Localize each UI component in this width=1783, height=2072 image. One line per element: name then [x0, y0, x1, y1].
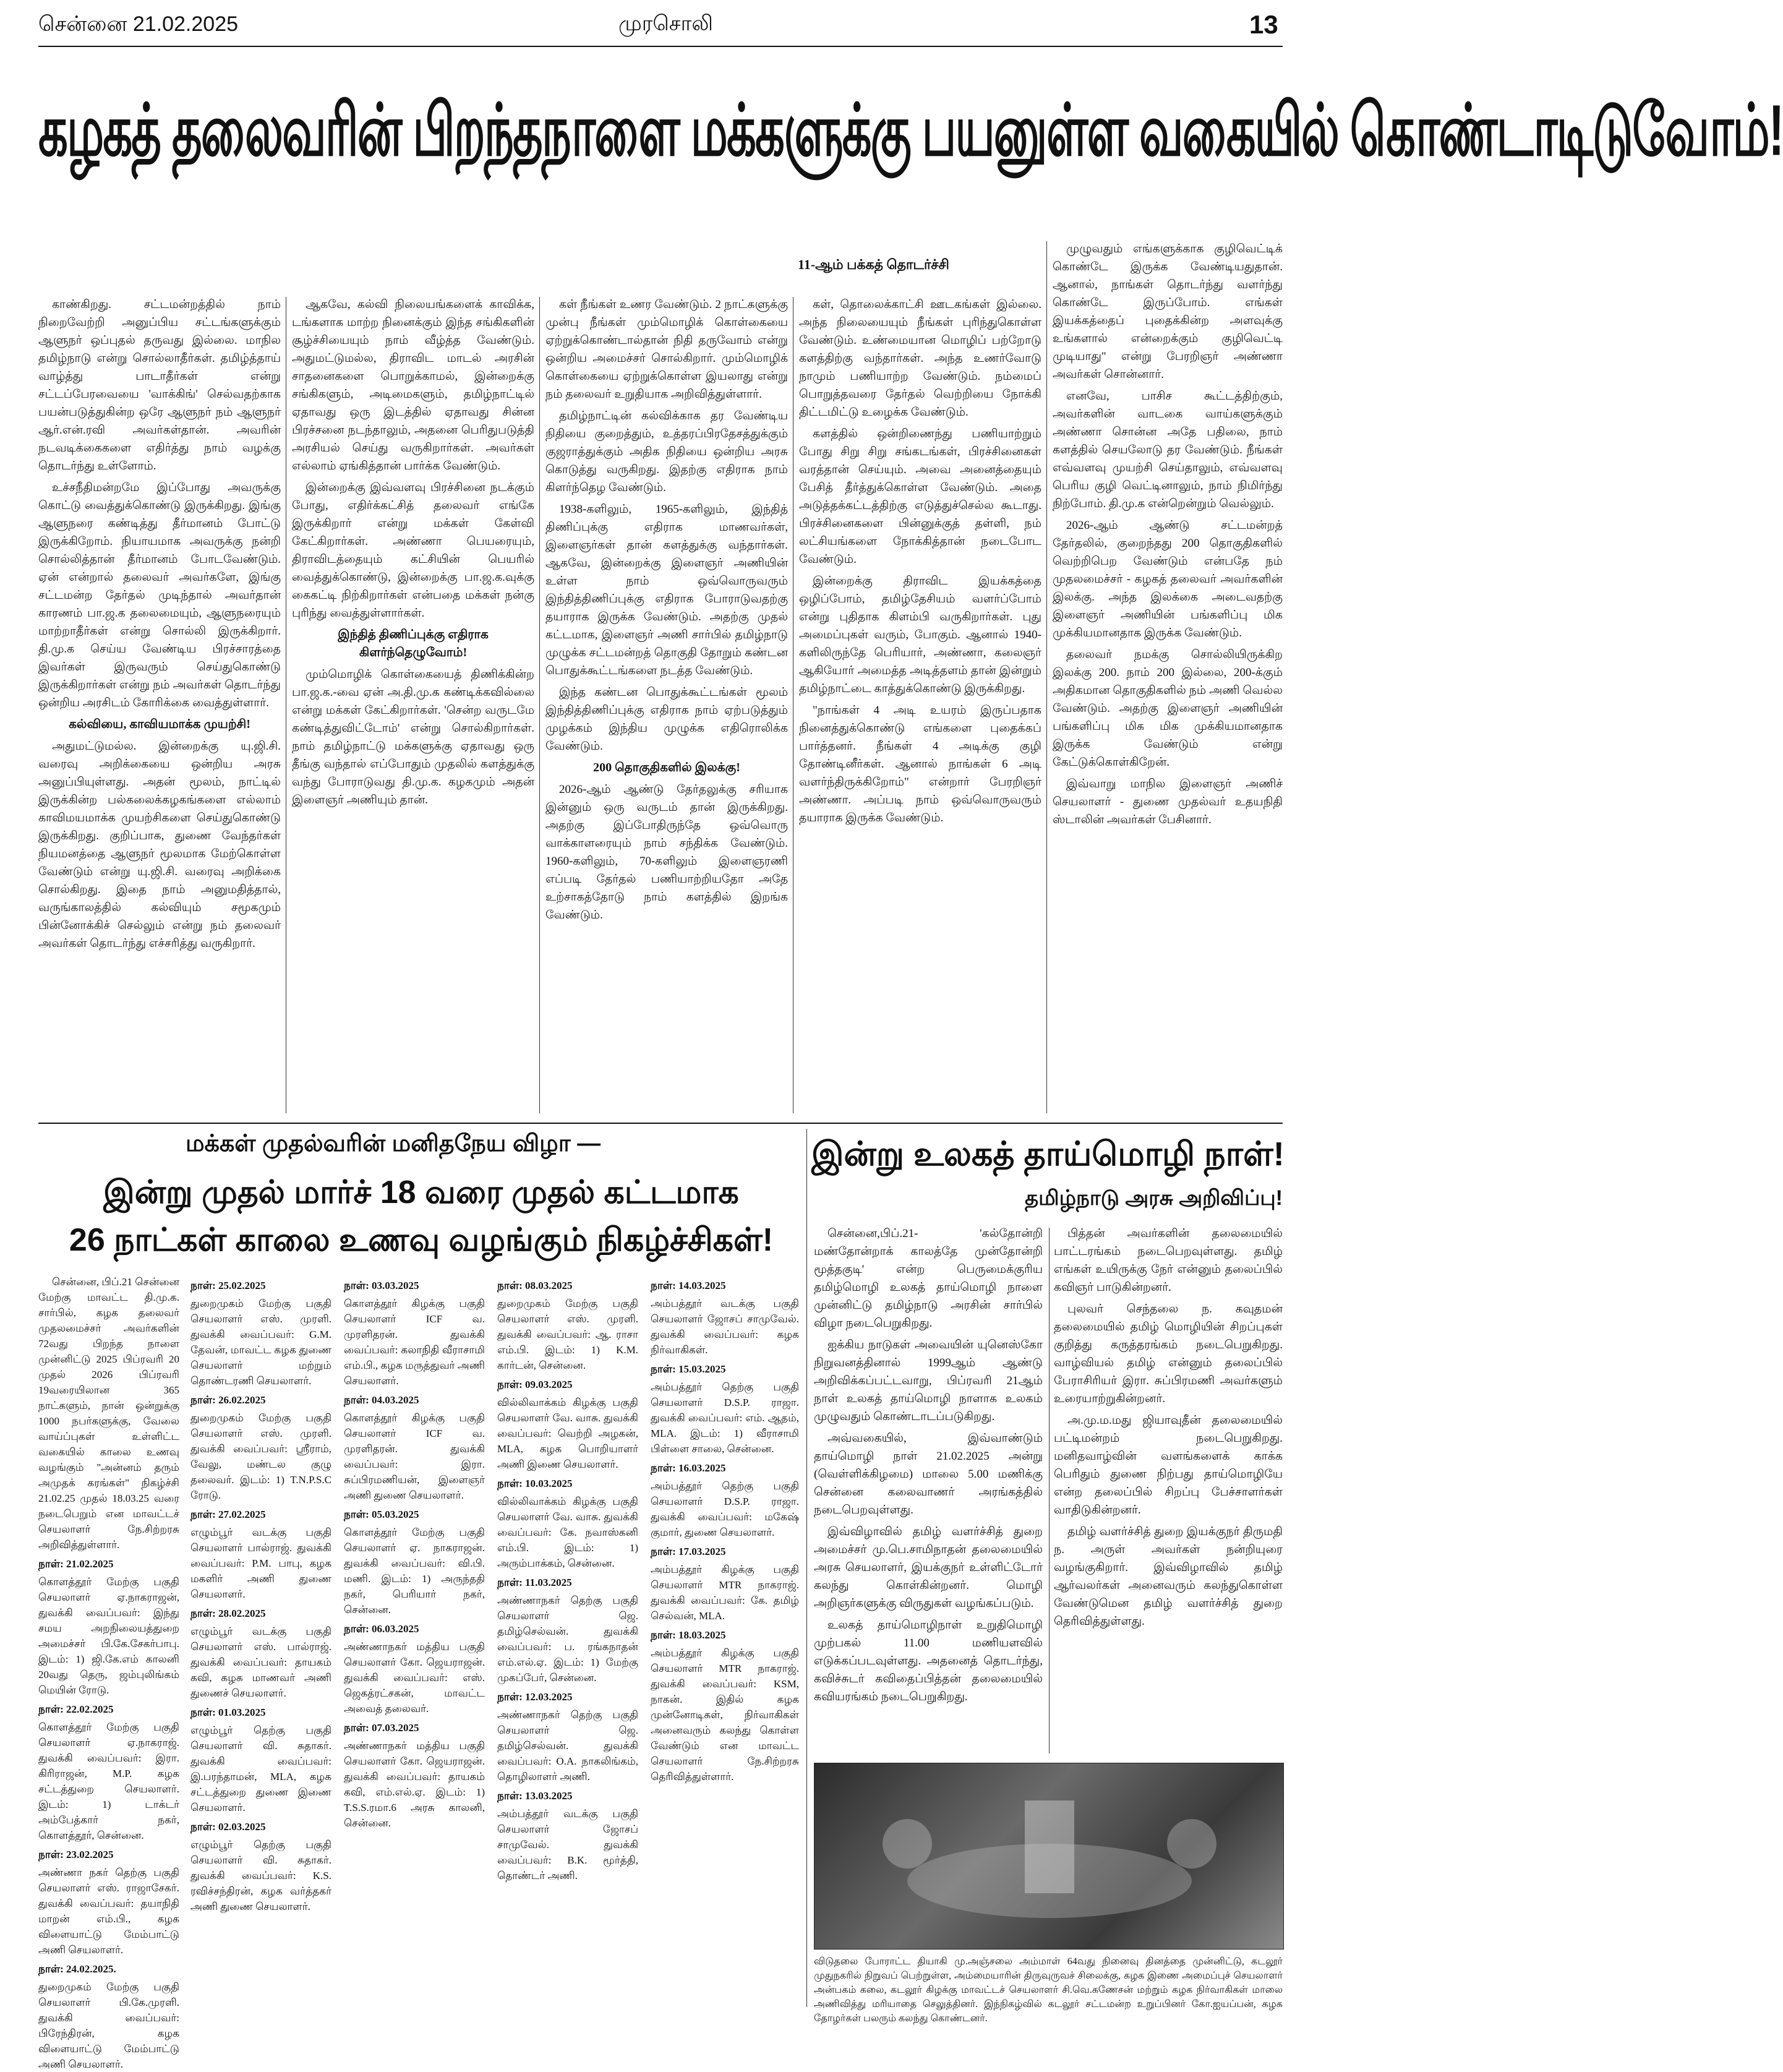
masthead-rule: [38, 46, 1283, 47]
meals-column-4: நாள்: 08.03.2025 துறைமுகம் மேற்கு பகுதி செயலாளர் எஸ். முரளி. துவக்கி வைப்பவர்: ஆ. ராசா எம்.பி. இடம்: 1) K.M. கார்டன், சென்னை. நாள்: 09.03.2025 வில்லிவாக்கம் கிழக்கு பகுதி செயலாளர் வே. வாசு. துவக்கி வைப்பவர்: வெற்றி அழகன், MLA, கழக பொறியாளர் அணி இணை செயலாளர். நாள்: 10.03.2025 வில்லிவாக்கம் கிழக்கு பகுதி செயலாளர் வே. வாசு. துவக்கி வைப்பவர்: கே. நவாஸ்கனி எம்.பி. இடம்: 1) அரும்பாக்கம், சென்னை. நாள்: 11.03.2025 அண்ணாநகர் தெற்கு பகுதி செயலாளர் ஜெ. தமிழ்செல்வன். துவக்கி வைப்பவர்: ப. ரங்கநாதன் எம்.எல்.ஏ. இடம்: 1) மேற்கு முகப்பேர், சென்னை. நாள்: 12.03.2025 அண்ணாநகர் தெற்கு பகுதி செயலாளர் ஜெ. தமிழ்செல்வன். துவக்கி வைப்பவர்: O.A. நாகலிங்கம், தொழிலாளர் அணி. நாள்: 13.03.2025 அம்பத்தூர் வடக்கு பகுதி செயலாளர் ஜோசப் சாமுவேல். துவக்கி வைப்பவர்: B.K. மூர்த்தி, தொண்டர் அணி.: [497, 1280, 638, 1881]
continued-note: 11-ஆம் பக்கத் தொடர்ச்சி: [798, 257, 949, 272]
column-divider: [1049, 1228, 1050, 1753]
main-column-3: கள் நீங்கள் உணர வேண்டும். 2 நாட்களுக்கு முன்பு நீங்கள் மும்மொழிக் கொள்கையை ஏற்றுக்கொண்டால்தான் நிதி தருவோம் என்று ஒன்றிய அமைச்சர் சொல்கிறார். மும்மொழிக் கொள்கையை ஏற்றுக்கொள்ள இயலாது என்று நம் தலைவர் உறுதியாக அறிவித்துள்ளார். தமிழ்நாட்டின் கல்விக்காக தர வேண்டிய நிதியை குறைத்தும், உத்தரப்பிரதேசத்துக்கும் குஜராத்துக்கும் அதிக நிதியை ஒன்றிய அரசு கொடுத்து வருகிறது. இதற்கு எதிராக நாம் கிளர்ந்தெழ வேண்டும். 1938-களிலும், 1965-களிலும், இந்தித் திணிப்புக்கு எதிராக மாணவர்கள், இளைஞர்கள் தான் களத்துக்கு வந்தார்கள். ஆகவே, இன்றைக்கு இளைஞர் அணியின் உள்ள நாம் ஒவ்வொருவரும் இந்தித்திணிப்புக்கு எதிராக போராடுவதற்கு தயாராக இருக்க வேண்டும். அதற்கு முதல் கட்டமாக, இளைஞர் அணி சார்பில் தமிழ்நாடு முழுக்க சட்டமன்றத் தொகுதி தோறும் கண்டன பொதுக்கூட்டங்களை நடத்த வேண்டும். இந்த கண்டன பொதுக்கூட்டங்கள் மூலம் இந்தித்திணிப்புக்கு எதிராக நாம் ஏற்படுத்தும் முழக்கம் இந்திய முழுக்க எதிரொலிக்க வேண்டும். 200 தொகுதிகளில் இலக்கு! 2026-ஆம் ஆண்டு தேர்தலுக்கு சரியாக இன்னும் ஒரு வருடம் தான் இருக்கிறது. அதற்கு இப்போதிருந்தே ஒவ்வொரு வாக்காளரையும் நாம் சந்திக்க வேண்டும். 1960-களிலும், 70-களிலும் இளைஞரணி எப்படி தேர்தல் பணியாற்றியதோ அதே உற்சாகத்தோடு நாம் களத்தில் இறங்க வேண்டும்.: [545, 298, 788, 922]
column-divider: [539, 297, 540, 1113]
meals-column-1: சென்னை, பிப்.21 சென்னை மேற்கு மாவட்ட தி.மு.க. சார்பில், கழக தலைவர் முதலமைச்சர் அவர்களின் 72வது பிறந்த நாளை முன்னிட்டு 2025 பிப்ரவரி 20 முதல் 2026 பிப்ரவரி 19வரையிலான 365 நாட்களும், நான் ஒன்றுக்கு 1000 நபர்களுக்கு, வேலை வாய்ப்புகள் உள்ளிட்ட வகையில் காலை உணவு வழங்கும் "அன்னம் தரும் அமுதக் கரங்கள்" நிகழ்ச்சி 21.02.25 முதல் 18.03.25 வரை நடைபெறும் என மாவட்டச் செயலாளர் நே.சிற்றரசு அறிவித்துள்ளார். நாள்: 21.02.2025 கொளத்தூர் மேற்கு பகுதி செயலாளர் ஏ.நாகராஜன், துவக்கி வைப்பவர்: இந்து சமய அறநிலையத்துறை அமைச்சர் பி.கே.சேகர்பாபு. இடம்: 1) ஜி.கே.எம் காலனி 20வது தெரு, ஜம்புலிங்கம் மெயின் ரோடு. நாள்: 22.02.2025 கொளத்தூர் மேற்கு பகுதி செயலாளர் ஏ.நாகராஜ். துவக்கி வைப்பவர்: இரா. கிரிராஜன், M.P. கழக சட்டத்துறை செயலாளர். இடம்: 1) டாக்டர் அம்பேத்கார் நகர், கொளத்தூர், சென்னை. நாள்: 23.02.2025 அண்ணா நகர் தெற்கு பகுதி செயலாளர் எஸ். ராஜாசேகர். துவக்கி வைப்பவர்: தயாநிதி மாறன் எம்.பி., கழக விளையாட்டு மேம்பாட்டு அணி செயலாளர். நாள்: 24.02.2025. துறைமுகம் மேற்கு பகுதி செயலாளர் பி.கே.முரளி. துவக்கி வைப்பவர்: பிரேந்திரன், கழக விளையாட்டு மேம்பாட்டு அணி செயலாளர்.: [38, 1276, 179, 2070]
language-day-column-2: பித்தன் அவர்களின் தலைமையில் பாட்டரங்கம் நடைபெறவுள்ளது. தமிழ் எங்கள் உயிருக்கு நேர் என்னும் தலைப்பில் கவிஞர் பாடுகின்றனர். புலவர் செந்தலை ந. கவுதமன் தலைமையில் தமிழ் மொழியின் சிறப்புகள் குறித்து கருத்தரங்கம் நடைபெறுகிறது. வாழ்வியல் தமிழ் என்னும் தலைப்பில் பேராசிரியர் இரா. சுப்பிரமணி அவர்களும் உரையாற்றுகின்றனர். அ.மு.ம.மது ஜியாவுதீன் தலைமையில் பட்டிமன்றம் நடைபெறுகிறது. மனிதவாழ்வின் வளங்களைக் காக்க பெரிதும் துணை நிற்பது தாய்மொழியே என்ற தலைப்பில் சிறப்பு பேச்சாளர்கள் வாதிடுகின்றனர். தமிழ் வளர்ச்சித் துறை இயக்குநர் திருமதி ந. அருள் அவர்கள் நன்றியுரை வழங்குகிறார். இவ்விழாவில் தமிழ் ஆர்வலர்கள் அனைவரும் கலந்துகொள்ள வேண்டுமென தமிழ் வளர்ச்சித் துறை தெரிவித்துள்ளது.: [1054, 1227, 1283, 1628]
column-divider: [1046, 241, 1047, 1113]
language-day-headline: இன்று உலகத் தாய்மொழி நாள்!: [811, 1136, 1285, 1173]
language-day-subhead: தமிழ்நாடு அரசு அறிவிப்பு!: [1025, 1186, 1283, 1210]
main-column-1: காண்கிறது. சட்டமன்றத்தில் நாம் நிறைவேற்றி அனுப்பிய சட்டங்களுக்கும் ஆளுநர் ஒப்புதல் தருவது இல்லை. மாநில தமிழ்நாடு என்று சொல்லாதீர்கள். தமிழ்த்தாய் வாழ்த்து பாடாதீர்கள் என்று சட்டப்பேரவையை 'வாக்கிங்' செல்வதற்காக பயன்படுத்துகின்ற ஒரே ஆளுநர் நம் ஆளுநர் ஆர்.என்.ரவி அவர்கள்தான். அவரின் நடவடிக்கைகளை எதிர்த்து நாம் வழக்கு தொடர்ந்து உள்ளோம். உச்சநீதிமன்றமே இப்போது அவருக்கு கொட்டு வைத்துக்கொண்டு இருக்கிறது. இங்கு ஆளுநரை கண்டித்து தீர்மானம் போட்டு இருக்கிறோம். நியாயமாக அவருக்கு நன்றி சொல்லித்தான் தீர்மானம் போடவேண்டும். ஏன் என்றால் தலைவர் அவர்களே, இங்கு சட்டமன்ற தேர்தல் முடிந்தால் அவர்தான் காரணம் பா.ஜ.க தலைமையும், ஆளுநரையும் மாற்றாதீர்கள் என்று சொல்லி இருக்கிறார். தி.மு.க செய்ய வேண்டிய பிரச்சாரத்தை இவர்கள் இருவரும் செய்துகொண்டு இருக்கிறார்கள் என்று நம் அவர்கள் தொடர்ந்து ஒன்றிய அரசிடம் கோரிக்கை வைத்துள்ளார். கல்வியை, காவியமாக்க முயற்சி! அதுமட்டுமல்ல. இன்றைக்கு யு.ஜி.சி. வரைவு அறிக்கையை ஒன்றிய அரசு அனுப்பியுள்ளது. அதன் மூலம், நாட்டில் இருக்கின்ற பல்கலைக்கழகங்களை எல்லாம் காவிமயமாக்க முயற்சிகளை செய்துகொண்டு இருக்கிறது. குறிப்பாக, துணை வேந்தர்கள் நியமனத்தை ஆளுநர் மூலமாக மேற்கொள்ள வேண்டும் என்று யு.ஜி.சி. வரைவு அறிக்கை சொல்கிறது. இதை நாம் அனுமதித்தால், வருங்காலத்தில் கல்வியும் சமூகமும் பின்னோக்கிச் செல்லும் என்று நம் தலைவர் அவர்கள் தொடர்ந்து எச்சரித்து வருகிறார்.: [38, 298, 281, 950]
masthead-date: சென்னை 21.02.2025: [38, 12, 239, 36]
main-headline: கழகத் தலைவரின் பிறந்தநாளை மக்களுக்கு பயனுள்ள வகையில் கொண்டாடிடுவோம்!: [38, 89, 1783, 171]
section-divider: [806, 1129, 807, 2007]
meals-column-5: நாள்: 14.03.2025 அம்பத்தூர் வடக்கு பகுதி செயலாளர் ஜோசப் சாமுவேல். துவக்கி வைப்பவர்: கழக நிர்வாகிகள். நாள்: 15.03.2025 அம்பத்தூர் தெற்கு பகுதி செயலாளர் D.S.P. ராஜா. துவக்கி வைப்பவர்: எம். ஆதம், MLA. இடம்: 1) வீராசாமி பிள்ளை சாலை, சென்னை. நாள்: 16.03.2025 அம்பத்தூர் தெற்கு பகுதி செயலாளர் D.S.P. ராஜா. துவக்கி வைப்பவர்: மகேஷ் குமார், துணை செயலாளர். நாள்: 17.03.2025 அம்பத்தூர் கிழக்கு பகுதி செயலாளர் MTR நாகராஜ். துவக்கி வைப்பவர்: கே. தமிழ் செல்வன், MLA. நாள்: 18.03.2025 அம்பத்தூர் கிழக்கு பகுதி செயலாளர் MTR நாகராஜ். துவக்கி வைப்பவர்: KSM, நாகன். இதில் கழக முன்னோடிகள், நிர்வாகிகள் அனைவரும் கலந்து கொள்ள வேண்டும் என மாவட்ட செயலாளர் நே.சிற்றரசு தெரிவித்துள்ளார்.: [651, 1280, 799, 1783]
photo-placeholder-icon: [815, 1763, 1283, 1949]
main-column-2: ஆகவே, கல்வி நிலையங்களைக் காவிக்க, டங்களாக மாற்ற நினைக்கும் இந்த சங்கிகளின் சூழ்ச்சியையும் நாம் வீழ்த்த வேண்டும். அதுமட்டுமல்ல, திராவிட மாடல் அரசின் சாதனைகளை பொறுக்காமல், இன்றைக்கு சங்கிகளும், அடிமைகளும், தமிழ்நாட்டில் ஏதாவது ஒரு இடத்தில் ஏதாவது சின்ன பிரச்சனை நடந்தாலும், அதனை பெரிதுபடுத்தி அரசியல் செய்து வருகிறார்கள். அவர்கள் எல்லாம் ஏங்கித்தான் பார்க்க வேண்டும். இன்றைக்கு இவ்வளவு பிரச்சினை நடக்கும் போது, எதிர்க்கட்சித் தலைவர் எங்கே இருக்கிறார் என்று மக்கள் கேள்வி கேட்கிறார்கள். அண்ணா பெயரையும், திராவிடத்தையும் கட்சியின் பெயரில் வைத்துக்கொண்டு, இன்றைக்கு பா.ஜ.க.வுக்கு கைகட்டி நிற்கிறார்கள் என்பதை மக்கள் நன்கு புரிந்து வைத்துள்ளார்கள். இந்தித் திணிப்புக்கு எதிராக கிளர்ந்தெழுவோம்! மும்மொழிக் கொள்கையைத் திணிக்கின்ற பா.ஜ.க.-வை ஏன் அ.தி.மு.க கண்டிக்கவில்லை என்று மக்கள் கேட்கிறார்கள். 'சென்ற வருடமே கண்டித்துவிட்டோம்' என்று சொல்கிறார்கள். நாம் தமிழ்நாட்டு மக்களுக்கு ஏதாவது ஒரு தீங்கு வந்தால் எப்போதும் முதலில் களத்துக்கு வந்து போராடுவது தி.மு.க. கழகமும் அதன் இளைஞர் அணியும் தான்.: [292, 298, 534, 807]
section-rule: [38, 1123, 1283, 1124]
subhead-200-target: 200 தொகுதிகளில் இலக்கு!: [593, 761, 740, 774]
main-column-5: முழுவதும் எங்களுக்காக குழிவெட்டிக் கொண்டே இருக்க வேண்டியதுதான். ஆனால், நாங்கள் தொடர்ந்து வளர்ந்து கொண்டே இருப்போம். எங்கள் இயக்கத்தைப் புதைக்கின்ற அளவுக்கு உங்களால் என்றைக்கும் குழிவெட்டி முடியாது" என்று பேரறிஞர் அண்ணா அவர்கள் சொன்னார். எனவே, பாசிச கூட்டத்திற்கும், அவர்களின் வாடகை வாய்களுக்கும் அண்ணா சொன்ன அதே பதிலை, நாம் களத்தில் செயலோடு தர வேண்டும். நீங்கள் எவ்வளவு முயற்சி செய்தாலும், எவ்வளவு பெரிய குழி வெட்டினாலும், நாம் நிமிர்ந்து நிற்போம். தி.மு.க என்றென்றும் வெல்லும். 2026-ஆம் ஆண்டு சட்டமன்றத் தேர்தலில், குறைந்தது 200 தொகுதிகளில் வெற்றிபெற வேண்டும் என்பதே நம் முதலமைச்சர் - கழகத் தலைவர் அவர்களின் இலக்கு. அந்த இலக்கை அடைவதற்கு இளைஞர் அணியின் பங்களிப்பு மிக முக்கியமானதாக இருக்க வேண்டும். தலைவர் நமக்கு சொல்லியிருக்கிற இலக்கு 200. நாம் 200 இல்லை, 200-க்கும் அதிகமான தொகுதிகளில் நம் அணி வெல்ல வேண்டும். அதற்கு இளைஞர் அணியின் பங்களிப்பு மிக மிக முக்கியமானதாக இருக்க வேண்டும் என்று கேட்டுக்கொள்கிறேன். இவ்வாறு மாநில இளைஞர் அணிச் செயலாளர் - துணை முதல்வர் உதயநிதி ஸ்டாலின் அவர்கள் பேசினார்.: [1053, 242, 1283, 826]
subhead-hindi-imposition: இந்தித் திணிப்புக்கு எதிராக கிளர்ந்தெழுவோம்!: [338, 628, 489, 659]
subhead-saffron: கல்வியை, காவியமாக்க முயற்சி!: [69, 717, 250, 731]
tribute-photo: [814, 1763, 1284, 1950]
meals-headline-line-1: இன்று முதல் மார்ச் 18 வரை முதல் கட்டமாக: [103, 1175, 739, 1210]
meals-column-3: நாள்: 03.03.2025 கொளத்தூர் கிழக்கு பகுதி செயலாளர் ICF வ. முரளிதரன். துவக்கி வைப்பவர்: கலாநிதி வீராசாமி எம்.பி., கழக மருத்துவர் அணி செயலாளர். நாள்: 04.03.2025 கொளத்தூர் கிழக்கு பகுதி செயலாளர் ICF வ. முரளிதரன். துவக்கி வைப்பவர்: இரா. சுப்பிரமணியன், இளைஞர் அணி துணை செயலாளர். நாள்: 05.03.2025 கொளத்தூர் மேற்கு பகுதி செயலாளர் ஏ. நாகராஜன். துவக்கி வைப்பவர்: வி.பி. மணி. இடம்: 1) அருந்ததி நகர், பெரியார் நகர், சென்னை. நாள்: 06.03.2025 அண்ணாநகர் மத்திய பகுதி செயலாளர் கோ. ஜெயராஜன். துவக்கி வைப்பவர்: எஸ். ஜெகத்ரட்சகன், மாவட்ட அவைத் தலைவர். நாள்: 07.03.2025 அண்ணாநகர் மத்திய பகுதி செயலாளர் கோ. ஜெயராஜன். துவக்கி வைப்பவர்: தாயகம் கவி, எம்.எல்.ஏ. இடம்: 1) T.S.S.ரமா.6 அரசு காலனி, சென்னை.: [344, 1280, 485, 1829]
language-day-column-1: சென்னை,பிப்.21- 'கல்தோன்றி மண்தோன்றாக் காலத்தே முன்தோன்றி மூத்தகுடி' என்ற பெருமைக்குரிய தமிழ்மொழி உலகத் தாய்மொழி நாளை முன்னிட்டு தமிழ்நாடு அரசின் சார்பில் விழா நடைபெறுகிறது. ஐக்கிய நாடுகள் அவையின் யுனெஸ்கோ நிறுவனத்தினால் 1999ஆம் ஆண்டு அறிவிக்கப்பட்டவாறு, பிப்ரவரி 21ஆம் நாள் உலகத் தாய்மொழி நாளாக உலகம் முழுவதும் கொண்டாடப்படுகிறது. அவ்வகையில், இவ்வாண்டும் தாய்மொழி நாள் 21.02.2025 அன்று (வெள்ளிக்கிழமை) மாலை 5.00 மணிக்கு சென்னை கலைவாணர் அரங்கத்தில் நடைபெறவுள்ளது. இவ்விழாவில் தமிழ் வளர்ச்சித் துறை அமைச்சர் மு.பெ.சாமிநாதன் தலைமையில் அரசு செயலாளர், இயக்குநர் உள்ளிட்டோர் கலந்து கொள்கின்றனர். மொழி அறிஞர்களுக்கு விருதுகள் வழங்கப்படும். உலகத் தாய்மொழிநாள் உறுதிமொழி முற்பகல் 11.00 மணியளவில் எடுக்கப்படவுள்ளது. அதனைத் தொடர்ந்து, கவிச்சுடர் கவிதைப்பித்தன் தலைமையில் கவியரங்கம் நடைபெறுகிறது.: [814, 1227, 1043, 1703]
meals-kicker: மக்கள் முதல்வரின் மனிதநேய விழா —: [186, 1131, 601, 1157]
photo-caption: விடுதலை போராட்ட தியாகி மு.அஞ்சலை அம்மாள் 64வது நினைவு தினத்தை முன்னிட்டு, கடலூர் முதுநகரில் நிறுவப் பெற்றுள்ள, அம்மையாரின் திருவுருவச் சிலைக்கு, கழக இணை அமைப்புச் செயலாளர் அன்பகம் கலை, கடலூர் கிழக்கு மாவட்டச் செயலாளர் சி.வெ.கணேசன் மற்றும் கழக நிர்வாகிகள் மாலை அணிவித்து மரியாதை செலுத்தினர். இந்நிகழ்வில் கடலூர் சட்டமன்ற உறுப்பினர் கோ.ஐயப்பன், கழக தோழர்கள் பலரும் கலந்து கொண்டனர்.: [814, 1956, 1283, 2024]
masthead-paper-name: முரசொலி: [618, 12, 713, 35]
meals-headline-line-2: 26 நாட்கள் காலை உணவு வழங்கும் நிகழ்ச்சிகள்!: [69, 1222, 774, 1258]
main-column-4: கள், தொலைக்காட்சி ஊடகங்கள் இல்லை. அந்த நிலையையும் நீங்கள் புரிந்துகொள்ள வேண்டும். உண்மையான மொழிப் பற்றோடு களத்திற்கு வந்தார்கள். அந்த உணர்வோடு நாமும் பணியாற்ற வேண்டும். நம்மைப் பொறுத்தவரை தேர்தல் வெற்றியை நோக்கி திட்டமிட்டு உழைக்க வேண்டும். களத்தில் ஒன்றிணைந்து பணியாற்றும் போது சிறு சிறு சங்கடங்கள், பிரச்சினைகள் வரத்தான் செய்யும். அவை அனைத்தையும் பேசித் தீர்த்துக்கொள்ள வேண்டும். அதை அடுத்தக்கட்டத்திற்கு எடுத்துச்செல்ல கூடாது. பிரச்சினைகளை பின்னுக்குத் தள்ளி, நம் லட்சியங்களை நோக்கித்தான் நடைபோட வேண்டும். இன்றைக்கு திராவிட இயக்கத்தை ஒழிப்போம், தமிழ்தேசியம் வளர்ப்போம் என்று புதிதாக கிளம்பி வருகிறார்கள். புது அமைப்புகள் வரும், போகும். ஆனால் 1940-களிலிருந்தே பெரியார், அண்ணா, கலைஞர் ஆகியோர் அமைத்த அடித்தளம் தான் இன்றும் தமிழ்நாட்டை காத்துக்கொண்டு இருக்கிறது. "நாங்கள் 4 அடி உயரம் இருப்பதாக நினைத்துக்கொண்டு எங்களை புதைக்கப் பார்த்தனர். நீங்கள் 4 அடிக்கு குழி தோண்டினீர்கள். ஆனால் நாங்கள் 6 அடி வளர்ந்திருக்கிறோம்" என்றார் பேரறிஞர் அண்ணா. அப்படி நாம் ஒவ்வொருவரும் தயாராக இருக்க வேண்டும்.: [799, 298, 1041, 824]
page-number: 13: [1249, 10, 1278, 39]
meals-column-2: நாள்: 25.02.2025 துறைமுகம் மேற்கு பகுதி செயலாளர் எஸ். முரளி. துவக்கி வைப்பவர்: G.M. தேவன், மாவட்ட கழக துணை செயலாளர் மற்றும் தொண்டரணி செயலாளர். நாள்: 26.02.2025 துறைமுகம் மேற்கு பகுதி செயலாளர் எஸ். முரளி. துவக்கி வைப்பவர்: ஸ்ரீராம், வேலு, மண்டல குழு தலைவர். இடம்: 1) T.N.P.S.C ரோடு. நாள்: 27.02.2025 எழும்பூர் வடக்கு பகுதி செயலாளர் பால்ராஜ். துவக்கி வைப்பவர்: P.M. பாபு, கழக மகளிர் அணி துணை செயலாளர். நாள்: 28.02.2025 எழும்பூர் வடக்கு பகுதி செயலாளர் எஸ். பால்ராஜ். துவக்கி வைப்பவர்: தாயகம் கவி, கழக மாணவர் அணி துணைச் செயலாளர். நாள்: 01.03.2025 எழும்பூர் தெற்கு பகுதி செயலாளர் வி. சுதாகர். துவக்கி வைப்பவர்: இ.பரந்தாமன், MLA, கழக சட்டத்துறை துணை இணை செயலாளர். நாள்: 02.03.2025 எழும்பூர் தெற்கு பகுதி செயலாளர் வி. சுதாகர். துவக்கி வைப்பவர்: K.S. ரவிச்சந்திரன், கழக வர்த்தகர் அணி துணை செயலாளர்.: [190, 1280, 331, 1912]
